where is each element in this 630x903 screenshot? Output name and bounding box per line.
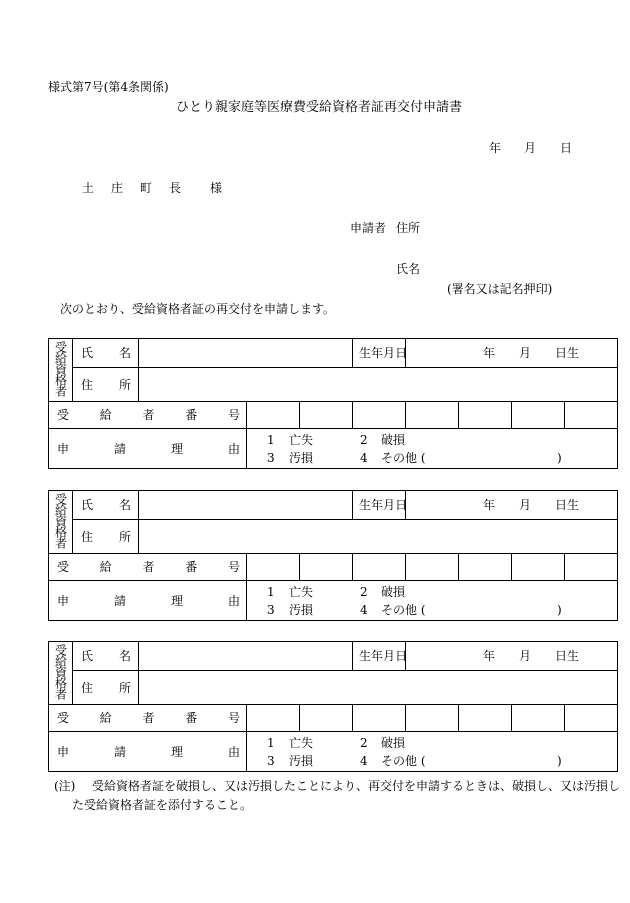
name-field[interactable] <box>139 642 353 671</box>
recipient-number-label: 受 給 者 番 号 <box>49 554 247 581</box>
recipient-number-cell[interactable] <box>459 554 512 581</box>
recipient-number-cell[interactable] <box>406 402 459 429</box>
reason-3-text: 汚損 <box>289 450 314 465</box>
reason-4-number: 4 <box>360 450 368 465</box>
reason-2-text: 破損 <box>381 584 406 599</box>
reason-4-number: 4 <box>360 602 368 617</box>
address-field[interactable] <box>139 520 618 554</box>
addressee-honorific: 様 <box>210 181 223 195</box>
applicant-label: 申請者 <box>350 221 387 235</box>
recipient-number-cell[interactable] <box>565 402 618 429</box>
recipient-number-cell[interactable] <box>512 705 565 732</box>
reason-1-number: 1 <box>267 432 275 447</box>
recipient-number-cell[interactable] <box>406 554 459 581</box>
reason-3-number: 3 <box>267 450 275 465</box>
page-title: ひとり親家庭等医療費受給資格者証再交付申請書 <box>176 100 463 115</box>
address-field[interactable] <box>139 671 618 705</box>
recipient-number-cell[interactable] <box>353 705 406 732</box>
reason-4-text: その他 ( <box>381 602 426 617</box>
reason-3-number: 3 <box>267 602 275 617</box>
recipient-number-cell[interactable] <box>247 402 300 429</box>
form-number: 様式第7号(第4条関係) <box>48 80 169 94</box>
reason-label: 申 請 理 由 <box>49 732 247 772</box>
dob-field[interactable]: 年 月 日生 <box>406 339 618 368</box>
reason-3-number: 3 <box>267 753 275 768</box>
qualified-person-header: 受給資格者 <box>49 339 73 402</box>
reason-label: 申 請 理 由 <box>49 581 247 621</box>
recipient-number-cell[interactable] <box>512 402 565 429</box>
name-label: 氏 名 <box>73 642 139 671</box>
dob-label: 生 年 月 日 <box>353 339 406 368</box>
recipient-number-label: 受 給 者 番 号 <box>49 402 247 429</box>
reason-4-close: ) <box>557 450 562 465</box>
name-field[interactable] <box>139 491 353 520</box>
footnote-prefix: (注) <box>54 779 76 793</box>
recipient-number-cell[interactable] <box>247 705 300 732</box>
reason-1-text: 亡失 <box>289 432 314 447</box>
recipient-number-cell[interactable] <box>565 554 618 581</box>
reason-4-text: その他 ( <box>381 450 426 465</box>
application-block-1 <box>48 338 618 469</box>
applicant-name-label: 氏名 <box>396 262 421 276</box>
application-block-2 <box>48 490 618 621</box>
recipient-number-cell[interactable] <box>300 402 353 429</box>
reason-1-text: 亡失 <box>289 584 314 599</box>
reason-2-number: 2 <box>360 584 368 599</box>
reason-4-close: ) <box>557 602 562 617</box>
reason-2-number: 2 <box>360 735 368 750</box>
qualified-person-header: 受給資格者 <box>49 642 73 705</box>
address-label: 住 所 <box>73 671 139 705</box>
address-label: 住 所 <box>73 520 139 554</box>
reason-2-number: 2 <box>360 432 368 447</box>
recipient-number-cell[interactable] <box>459 402 512 429</box>
application-block-3 <box>48 641 618 772</box>
recipient-number-cell[interactable] <box>565 705 618 732</box>
recipient-number-cell[interactable] <box>300 705 353 732</box>
recipient-number-cell[interactable] <box>247 554 300 581</box>
dob-label: 生 年 月 日 <box>353 642 406 671</box>
footnote-line-1: 受給資格者証を破損し、又は汚損したことにより、再交付を申請するときは、破損し、又は汚損し <box>92 779 621 793</box>
address-label: 住 所 <box>73 368 139 402</box>
reason-1-text: 亡失 <box>289 735 314 750</box>
address-field[interactable] <box>139 368 618 402</box>
reason-options[interactable] <box>247 429 618 469</box>
dob-field[interactable]: 年 月 日生 <box>406 491 618 520</box>
reason-2-text: 破損 <box>381 432 406 447</box>
reason-2-text: 破損 <box>381 735 406 750</box>
addressee-town: 土 庄 町 長 <box>82 181 188 195</box>
recipient-number-cell[interactable] <box>353 554 406 581</box>
dob-label: 生 年 月 日 <box>353 491 406 520</box>
date-day-label: 日 <box>560 141 573 155</box>
recipient-number-cell[interactable] <box>512 554 565 581</box>
applicant-address-label: 住所 <box>396 221 421 235</box>
reason-options[interactable] <box>247 581 618 621</box>
reason-3-text: 汚損 <box>289 753 314 768</box>
recipient-number-label: 受 給 者 番 号 <box>49 705 247 732</box>
name-field[interactable] <box>139 339 353 368</box>
reason-1-number: 1 <box>267 584 275 599</box>
reason-4-text: その他 ( <box>381 753 426 768</box>
recipient-number-cell[interactable] <box>300 554 353 581</box>
reason-1-number: 1 <box>267 735 275 750</box>
date-year-label: 年 <box>489 141 502 155</box>
recipient-number-cell[interactable] <box>406 705 459 732</box>
seal-note: (署名又は記名押印) <box>447 282 553 296</box>
date-month-label: 月 <box>524 141 537 155</box>
footnote-line-2: た受給資格者証を添付すること。 <box>72 798 253 812</box>
reason-4-number: 4 <box>360 753 368 768</box>
recipient-number-cell[interactable] <box>459 705 512 732</box>
intro-text: 次のとおり、受給資格者証の再交付を申請します。 <box>60 302 336 316</box>
reason-label: 申 請 理 由 <box>49 429 247 469</box>
reason-3-text: 汚損 <box>289 602 314 617</box>
name-label: 氏 名 <box>73 491 139 520</box>
dob-field[interactable]: 年 月 日生 <box>406 642 618 671</box>
qualified-person-header: 受給資格者 <box>49 491 73 554</box>
name-label: 氏 名 <box>73 339 139 368</box>
reason-4-close: ) <box>557 753 562 768</box>
reason-options[interactable] <box>247 732 618 772</box>
recipient-number-cell[interactable] <box>353 402 406 429</box>
